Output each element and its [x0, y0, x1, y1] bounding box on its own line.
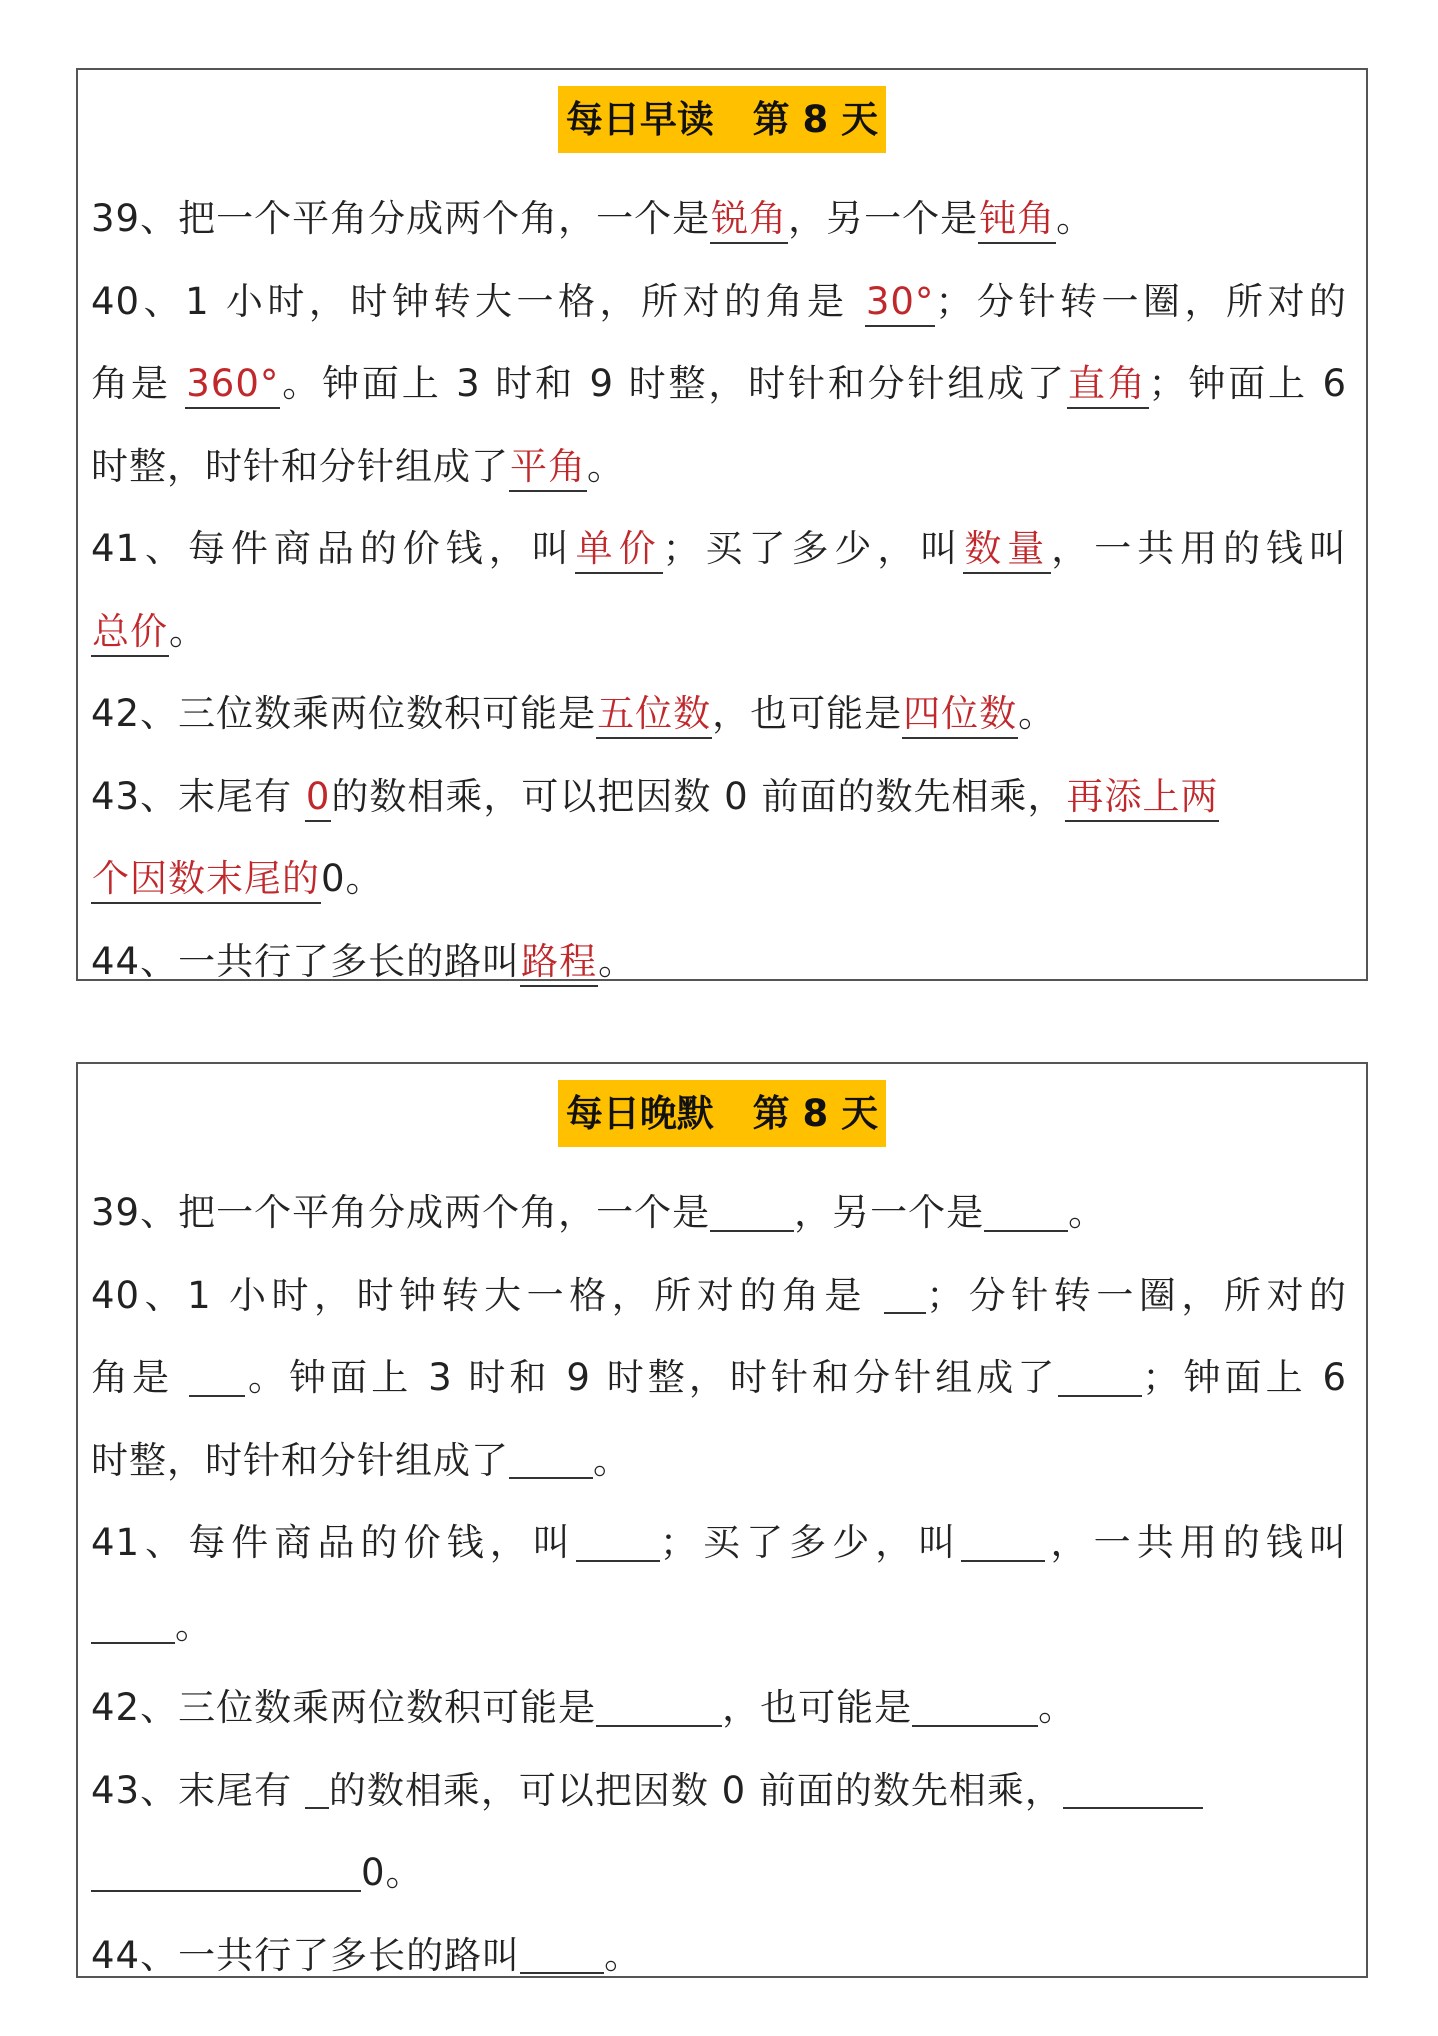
q43-line-2: 0。 [91, 1832, 1347, 1915]
q39-line: 39、把一个平角分成两个角，一个是 ，另一个是 。 [91, 1191, 1107, 1234]
answer-blank[interactable] [520, 1935, 604, 1974]
q40-line-3: 时整，时针和分针组成了 。 [91, 1438, 631, 1482]
answer-blank[interactable] [912, 1688, 1038, 1727]
answer-blank[interactable] [189, 1358, 245, 1397]
answer: 直角 [1067, 362, 1149, 409]
answer: 再添上两 [1065, 775, 1219, 822]
morning-body [91, 178, 1347, 1003]
q40-line-3: 时整，时针和分针组成了平角。 [91, 426, 1347, 509]
q39-line: 39、把一个平角分成两个角，一个是锐角，另一个是钝角。 [91, 178, 1347, 261]
answer-blank[interactable] [596, 1688, 722, 1727]
answer-blank[interactable] [984, 1193, 1068, 1232]
evening-title: 每日晚默 第 8 天 [558, 1080, 886, 1147]
answer-blank[interactable] [1063, 1770, 1203, 1809]
q42-line: 42、三位数乘两位数积可能是五位数，也可能是四位数。 [91, 673, 1347, 756]
answer-blank[interactable] [1058, 1358, 1142, 1397]
answer: 钝角 [978, 197, 1056, 244]
q41-line-2: 。 [91, 1585, 1347, 1668]
answer: 360° [185, 362, 280, 409]
answer: 单价 [575, 527, 663, 574]
q40-line-2: 角是 。钟面上 3 时和 9 时整，时针和分针组成了 ；钟面上 6 [91, 1356, 1348, 1399]
morning-title: 每日早读 第 8 天 [558, 86, 886, 153]
q40-line-1: 40、1 小时，时钟转大一格，所对的角是 30°；分针转一圈，所对的 [91, 261, 1347, 344]
answer: 路程 [520, 940, 598, 987]
answer-blank[interactable] [305, 1770, 329, 1809]
answer-blank[interactable] [91, 1605, 175, 1644]
answer-blank[interactable] [576, 1523, 660, 1562]
answer: 总价 [91, 610, 169, 657]
answer: 平角 [509, 445, 587, 492]
q42-line: 42、三位数乘两位数积可能是 ，也可能是 。 [91, 1686, 1077, 1729]
q41-line-1: 41、每件商品的价钱，叫 ；买了多少，叫 ，一共用的钱叫 [91, 1521, 1348, 1564]
evening-dictation-card [76, 1062, 1368, 1978]
evening-body [91, 1172, 1347, 1997]
q41-line-1: 41、每件商品的价钱，叫单价；买了多少，叫数量，一共用的钱叫 [91, 508, 1347, 591]
answer-blank[interactable] [884, 1275, 926, 1314]
q43-line-2: 个因数末尾的0。 [91, 838, 1347, 921]
q40-line-1: 40、1 小时，时钟转大一格，所对的角是 ；分针转一圈，所对的 [91, 1273, 1347, 1317]
answer: 四位数 [902, 692, 1018, 739]
q40-line-2: 角是 360°。钟面上 3 时和 9 时整，时针和分针组成了直角；钟面上 6 [91, 343, 1347, 426]
answer: 30° [865, 280, 936, 327]
answer-blank[interactable] [961, 1523, 1045, 1562]
answer-blank[interactable] [91, 1853, 361, 1892]
answer: 个因数末尾的 [91, 857, 321, 904]
answer-blank[interactable] [509, 1440, 593, 1479]
q43-line-1: 43、末尾有 的数相乘，可以把因数 0 前面的数先相乘， [91, 1750, 1347, 1833]
morning-reading-card [76, 68, 1368, 981]
answer: 五位数 [596, 692, 712, 739]
answer: 锐角 [710, 197, 788, 244]
answer: 0 [305, 775, 332, 822]
answer-blank[interactable] [710, 1193, 794, 1232]
q44-line: 44、一共行了多长的路叫路程。 [91, 921, 1347, 1004]
answer: 数量 [963, 527, 1051, 574]
q41-line-2: 总价。 [91, 591, 1347, 674]
q43-line-1: 43、末尾有 0的数相乘，可以把因数 0 前面的数先相乘，再添上两 [91, 756, 1347, 839]
q44-line: 44、一共行了多长的路叫 。 [91, 1933, 643, 1977]
